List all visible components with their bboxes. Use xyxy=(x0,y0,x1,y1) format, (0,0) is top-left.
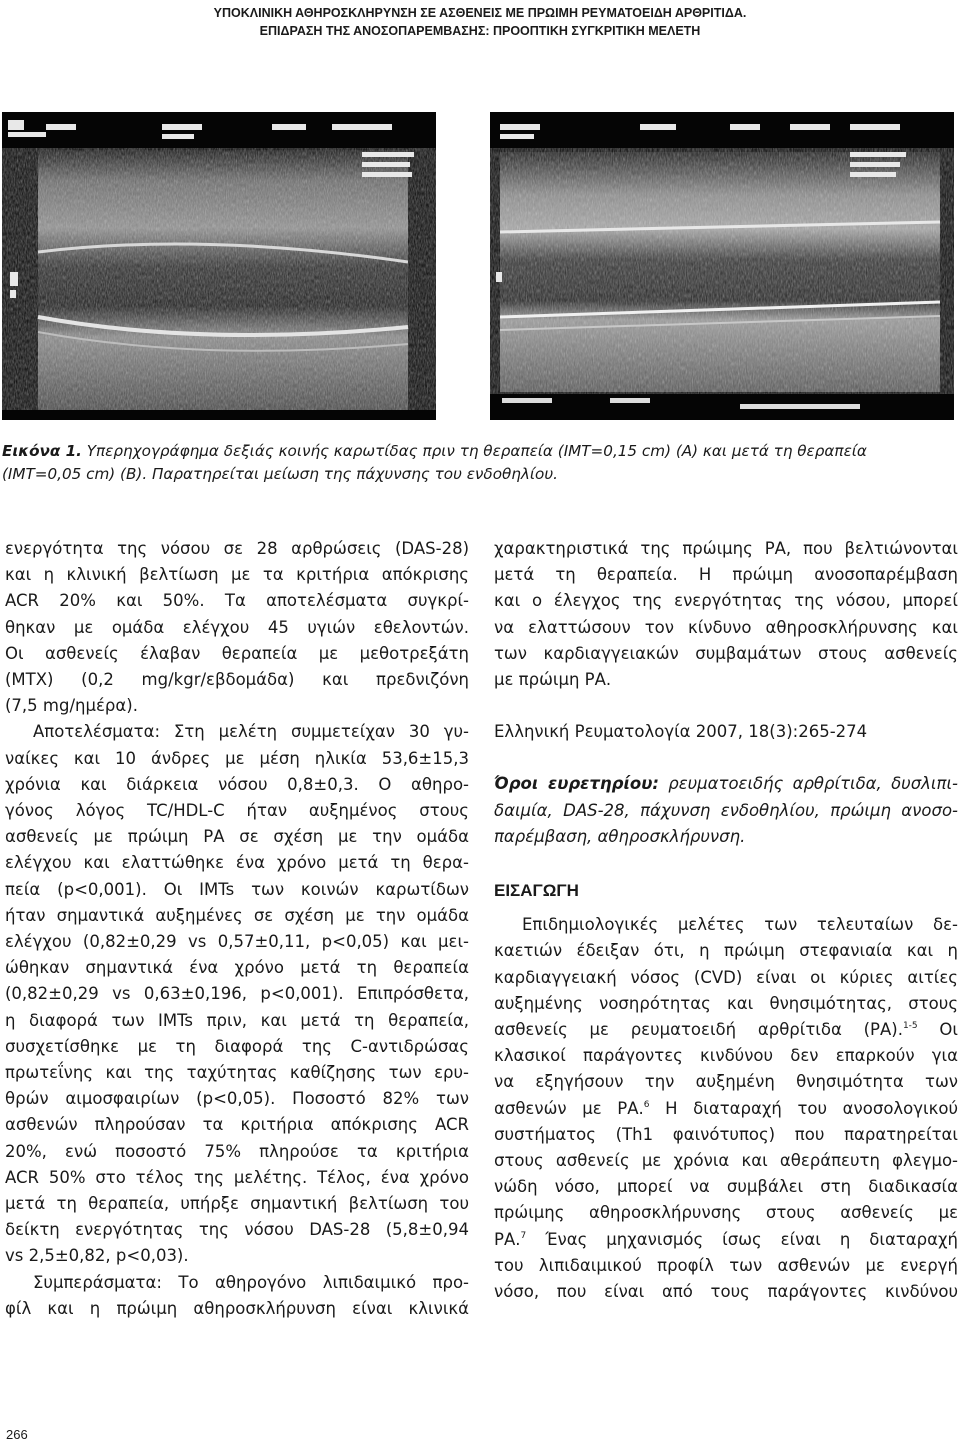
text-line: Επιδημιολογικές μελέτες των τελευταίων δε- xyxy=(522,915,958,935)
text-line: και ο έλεγχος της ενεργότητας της νόσου, μπορεί xyxy=(494,591,958,611)
text-line: vs 2,5±0,82, p<0,03). xyxy=(5,1246,189,1266)
text-line: ACR 50% στο τέλος της μελέτης. Τέλος, ένα χρόνο xyxy=(5,1167,469,1187)
reference-superscript: 1-5 xyxy=(902,1021,918,1032)
text-line: με πρώιμη ΡΑ. xyxy=(494,670,612,690)
text-line: ώθηκαν σημαντικά ένα χρόνο μετά τη θεραπεία xyxy=(5,958,469,978)
section-title: ΕΙΣΑΓΩΓΗ xyxy=(494,881,579,901)
text-line: Η διαταραχή του ανοσολογικού xyxy=(649,1098,958,1118)
text-line: ασθενών με ΡΑ. xyxy=(494,1098,644,1118)
keywords-text-3: παρέμβαση, αθηροσκλήρυνση. xyxy=(494,826,746,846)
text-line: των καρδιαγγειακών συμβαμάτων στους ασθενείς xyxy=(494,643,958,663)
text-line: ελέγχου και ελαττώθηκε ένα χρόνο μετά τη θερα- xyxy=(5,853,469,873)
text-line: πεία (p<0,001). Οι IMTs των κοινών καρωτίδων xyxy=(5,879,469,899)
text-line: καρδιαγγειακή νόσος (CVD) είναι οι κύριες αιτίες xyxy=(494,967,958,987)
text-line: μετά τη θεραπεία, υπήρξε σημαντική βελτίωση του xyxy=(5,1194,469,1214)
keywords-text-1: ρευματοειδής αρθρίτιδα, δυσλιπι- xyxy=(658,774,958,794)
text-line: 20%, ενώ ποσοστό 75% πληρούσε τα κριτήρια xyxy=(5,1141,469,1161)
text-line: δείκτη ενεργότητας της νόσου DAS-28 (5,8±0,94 xyxy=(5,1220,469,1240)
text-line: συσχετίσθηκε με τη διαφορά της C-αντιδρώσας xyxy=(5,1036,469,1056)
text-line: χαρακτηριστικά της πρώιμης ΡΑ, που βελτιώνονται xyxy=(494,539,958,558)
text-line: Οι ασθενείς έλαβαν θεραπεία με μεθοτρεξάτη xyxy=(5,643,469,663)
text-line: νώδη νόσο, μπορεί να συμβάλει στη διαδικασία xyxy=(494,1177,958,1197)
text-line: Οι xyxy=(917,1020,958,1040)
text-line: μετά τη θεραπεία. Η πρώιμη ανοσοπαρέμβαση xyxy=(494,565,958,585)
text-line: να εξηγήσουν την αυξημένη θνησιμότητα των xyxy=(494,1072,958,1092)
page-number: 266 xyxy=(6,1427,28,1442)
text-line: πρωτεΐνης και της ταχύτητας καθίζησης των ερυ- xyxy=(5,1063,469,1083)
text-line: φίλ και η πρώιμη αθηροσκλήρυνση είναι κλινικά xyxy=(5,1298,469,1318)
text-line: ελέγχου (0,82±0,29 vs 0,57±0,11, p<0,05) και μει- xyxy=(5,932,469,952)
text-line: και η κλινική βελτίωση με τα κριτήρια απόκρισης xyxy=(5,565,469,585)
text-line: ασθενείς με ρευματοειδή αρθρίτιδα (ΡΑ). xyxy=(494,1020,903,1040)
keywords xyxy=(494,771,958,850)
text-line: ενεργότητα της νόσου σε 28 αρθρώσεις (DAS-28) xyxy=(5,539,469,558)
text-line: να ελαττώσουν τον κίνδυνο αθηροσκλήρυνσης και xyxy=(494,617,958,637)
text-line: θρών αιμοσφαιρίων (p<0,05). Ποσοστό 82% των xyxy=(5,1089,469,1109)
text-line: θηκαν με ομάδα ελέγχου 45 υγιών εθελοντών. xyxy=(5,617,469,637)
header-line-2: ΕΠΙΔΡΑΣΗ ΤΗΣ ΑΝΟΣΟΠΑΡΕΜΒΑΣΗΣ: ΠΡΟΟΠΤΙΚΗ ΣΥΓΚΡΙΤΙΚΗ ΜΕΛΕΤΗ xyxy=(259,24,701,38)
text-line: στους ασθενείς με χρόνια και αθεράπευτη φλεγμο- xyxy=(494,1151,958,1171)
figure-caption xyxy=(2,440,958,485)
text-line: του λιπιδαιμικού προφίλ των ασθενών με ενεργή xyxy=(494,1255,958,1275)
text-line: ACR 20% και 50%. Τα αποτελέσματα συγκρί- xyxy=(5,591,469,611)
text-line: Ένας μηχανισμός ίσως είναι η διαταραχή xyxy=(526,1229,958,1249)
right-column xyxy=(494,536,958,1305)
caption-text-2: (ΙΜΤ=0,05 cm) (Β). Παρατηρείται μείωση της πάχυνσης του ενδοθηλίου. xyxy=(2,464,558,483)
reference-superscript: 7 xyxy=(520,1230,527,1241)
text-line: Συμπεράσματα: Το αθηρογόνο λιπιδαιμικό προ- xyxy=(33,1272,469,1292)
left-column xyxy=(5,536,469,1322)
text-line: ήταν σημαντικά αυξημένες σε σχέση με την ομάδα xyxy=(5,905,469,925)
running-header xyxy=(0,4,960,40)
text-line: αυξημένης νοσηρότητας και θνησιμότητας, στους xyxy=(494,993,958,1013)
text-line: κλασικοί παράγοντες κινδύνου δεν επαρκούν για xyxy=(494,1046,958,1066)
keywords-label: Όροι ευρετηρίου: xyxy=(494,774,659,794)
text-line: νόσο, που είναι από τους παράγοντες κινδύνου xyxy=(494,1282,958,1302)
text-line: καετιών έδειξαν ότι, η πρώιμη στεφανιαία και η xyxy=(494,941,958,961)
text-line: (MTX) (0,2 mg/kgr/εβδομάδα) και πρεδνιζόνη xyxy=(5,670,469,690)
ultrasound-image-b xyxy=(490,112,954,420)
header-line-1: ΥΠΟΚΛΙΝΙΚΗ ΑΘΗΡΟΣΚΛΗΡΥΝΣΗ ΣΕ ΑΣΘΕΝΕΙΣ ΜΕ ΠΡΩΙΜΗ ΡΕΥΜΑΤΟΕΙΔΗ ΑΡΘΡΙΤΙΔΑ. xyxy=(213,6,747,20)
text-line: πρώιμης αθηροσκλήρυνσης στους ασθενείς με xyxy=(494,1203,958,1223)
text-line: η διαφορά των IMTs πριν, και μετά τη θεραπεία, xyxy=(5,1010,469,1030)
text-line: ασθενείς με πρώιμη ΡΑ σε σχέση με την ομάδα xyxy=(5,827,469,847)
text-line: Αποτελέσματα: Στη μελέτη συμμετείχαν 30 γυ- xyxy=(33,722,469,742)
text-line: ΡΑ. xyxy=(494,1229,521,1249)
reference-superscript: 6 xyxy=(643,1099,650,1110)
text-line: συστήματος (Th1 φαινότυπος) που παρατηρείται xyxy=(494,1124,958,1144)
text-line: ναίκες και 10 άνδρες με μέση ηλικία 53,6±15,3 xyxy=(5,748,469,768)
text-line: χρόνια και διάρκεια νόσου 0,8±0,3. Ο αθηρο- xyxy=(5,774,469,794)
caption-label: Εικόνα 1. xyxy=(2,442,82,460)
text-line: γόνος λόγος TC/HDL-C ήταν αυξημένος στους xyxy=(5,801,469,821)
text-line: ασθενών πληρούσαν τα κριτήρια απόκρισης ACR xyxy=(5,1115,469,1135)
text-line: (7,5 mg/ημέρα). xyxy=(5,696,138,716)
caption-text-1: Υπερηχογράφημα δεξιάς κοινής καρωτίδας πριν τη θεραπεία (ΙΜΤ=0,15 cm) (Α) και μετά τη θεραπεία xyxy=(81,442,867,460)
text-line: (0,82±0,29 vs 0,63±0,196, p<0,001). Επιπρόσθετα, xyxy=(5,984,469,1004)
keywords-text-2: δαιμία, DAS-28, πάχυνση ενδοθηλίου, πρώιμη ανοσο- xyxy=(494,800,958,820)
citation: Ελληνική Ρευματολογία 2007, 18(3):265-274 xyxy=(494,722,868,742)
ultrasound-image-a xyxy=(2,112,436,420)
